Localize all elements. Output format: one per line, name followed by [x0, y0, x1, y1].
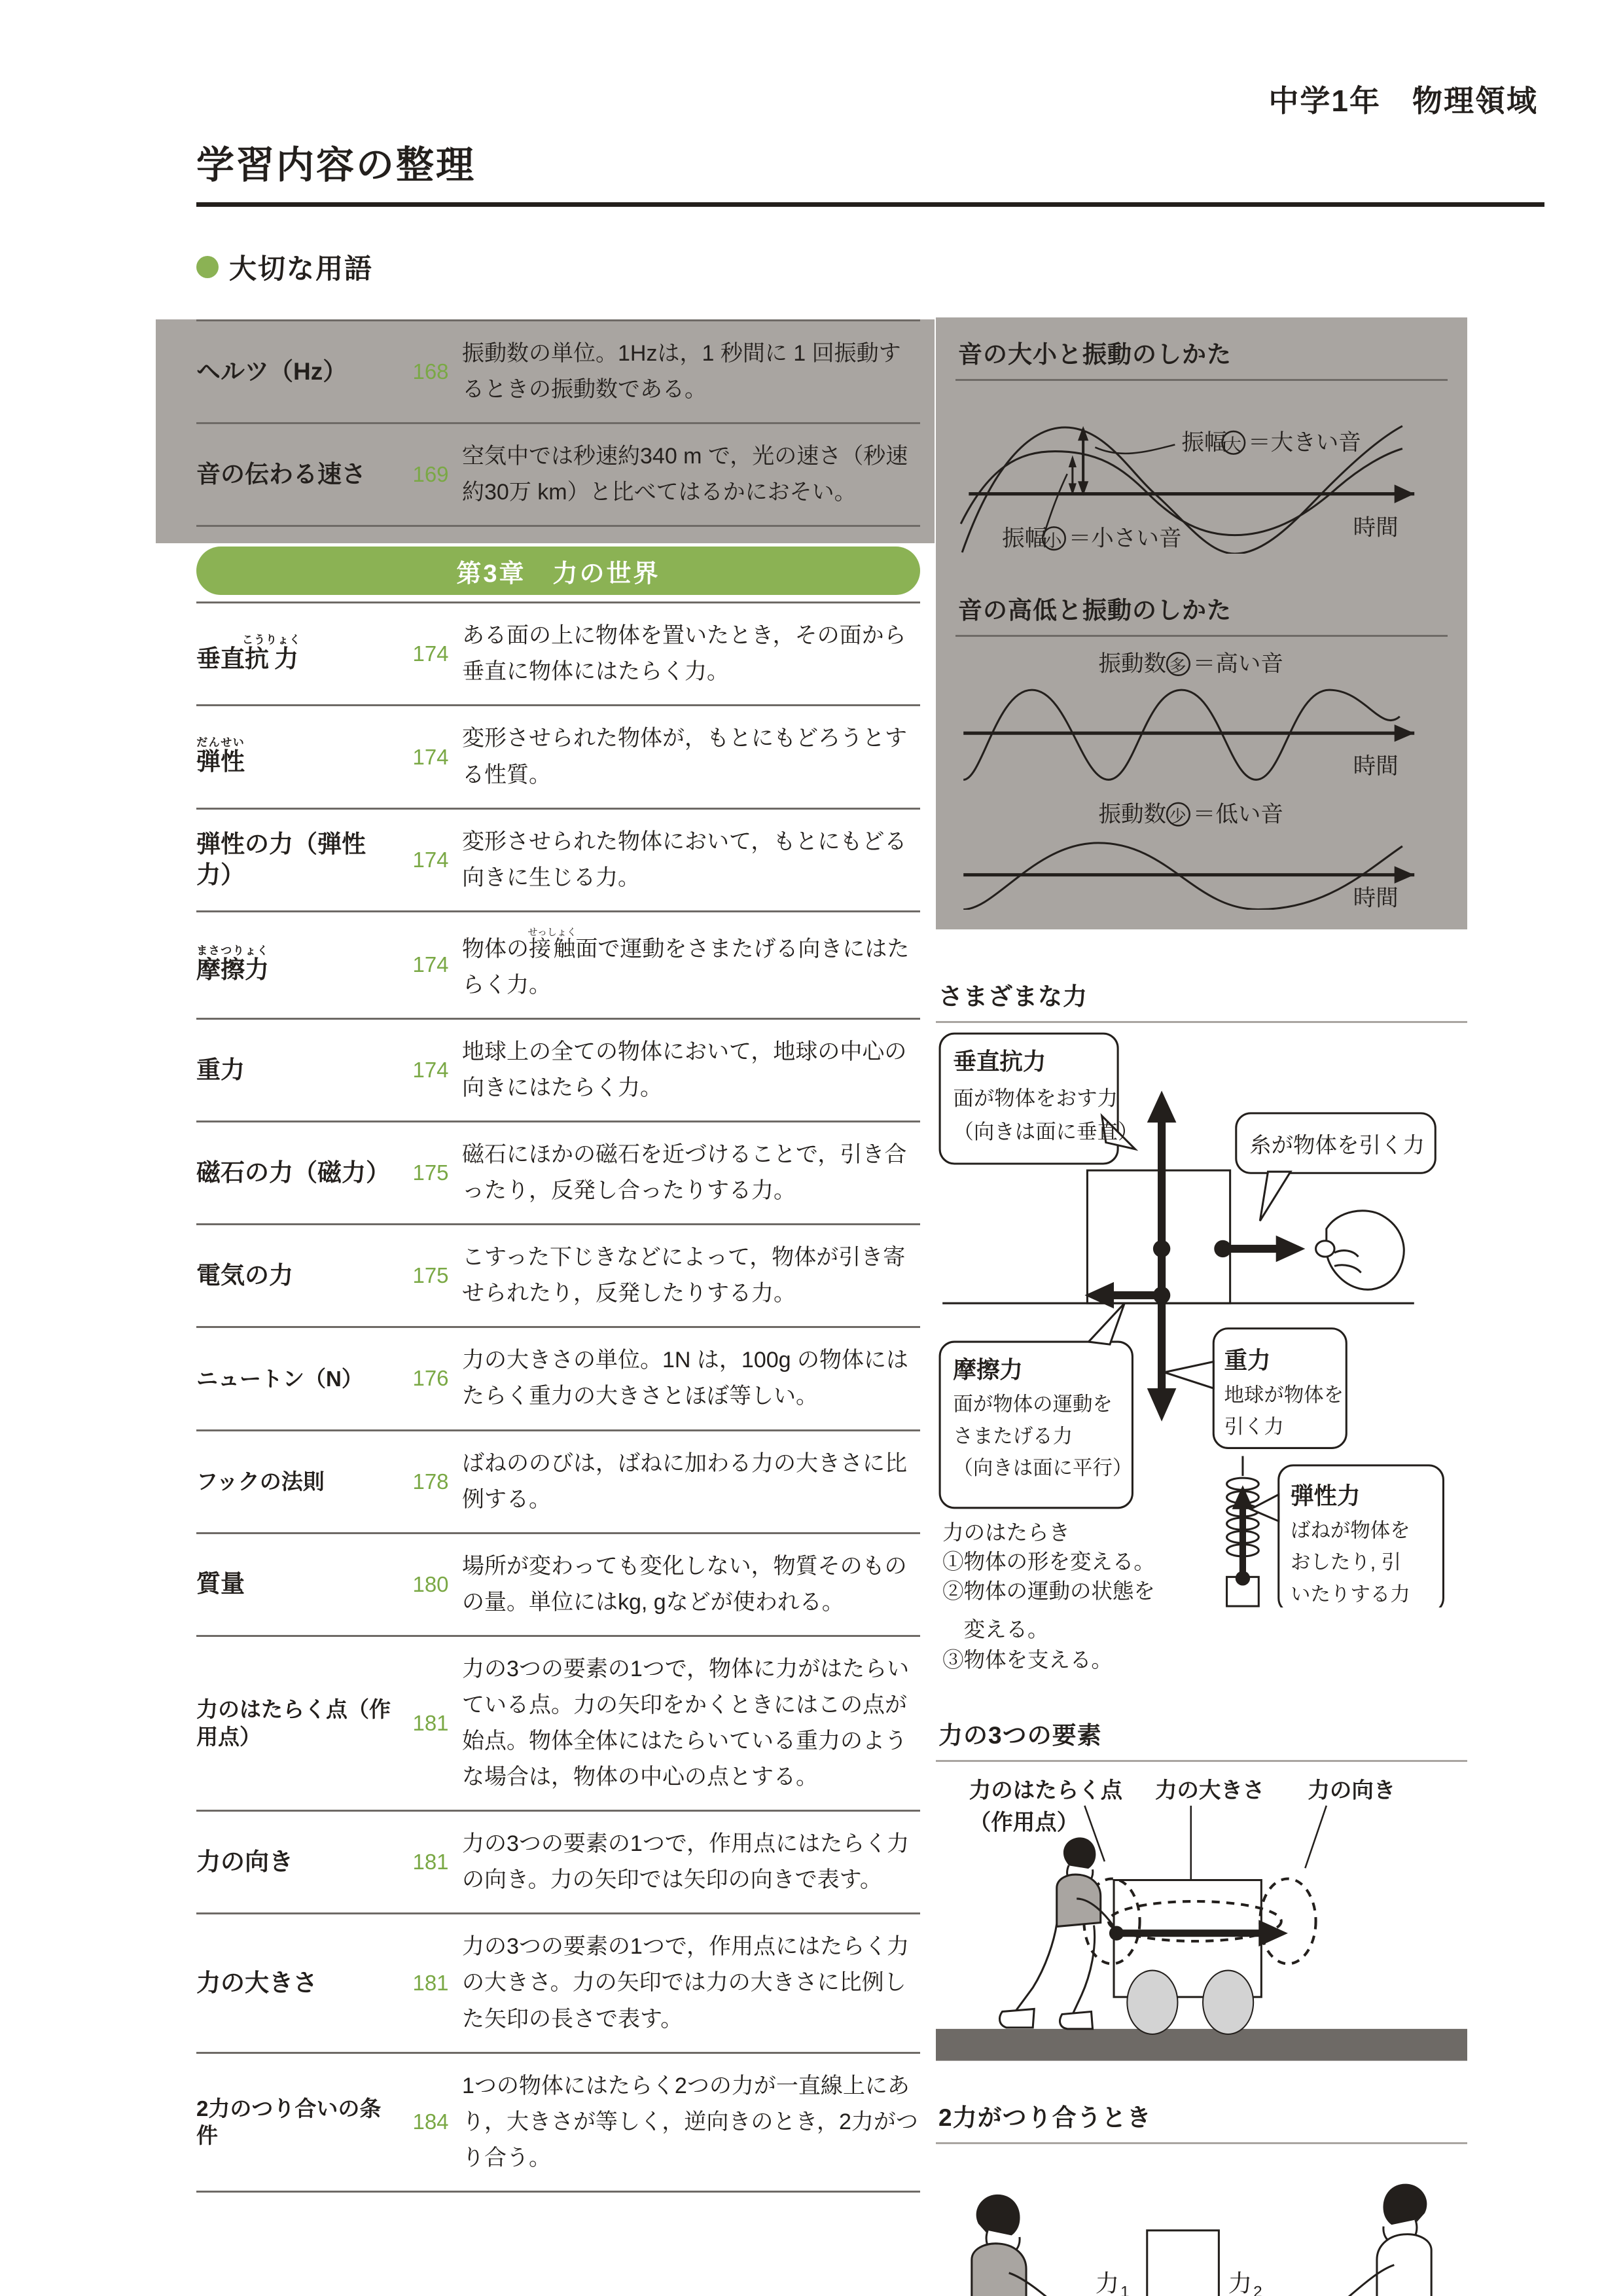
term-description: こすった下じきなどによって，物体が引き寄せられたり，反発したりする力。	[462, 1245, 906, 1306]
term-name: 重力	[196, 1056, 245, 1083]
panel-sound-pitch	[955, 590, 1448, 909]
term-description: 地球上の全ての物体において，地球の中心の向きにはたらく力。	[462, 1039, 907, 1101]
term-description: 変形させられた物体において，もとにもどる向きに生じる力。	[462, 829, 907, 890]
svg-text:摩擦力: 摩擦力	[953, 1356, 1023, 1383]
person-pushing-illustration	[1000, 1837, 1117, 2028]
panel-title: 力の3つの要素	[938, 1722, 1102, 1749]
chapter-banner: 第3章 力の世界	[196, 547, 920, 595]
term-name: 弾性の力（弾性力）	[196, 831, 366, 888]
cart-wheel	[1127, 1971, 1177, 2034]
term-page-number: 178	[412, 1469, 449, 1494]
table-row	[196, 1121, 920, 1223]
term-name: 電気の力	[196, 1262, 293, 1289]
balanced-forces-svg	[936, 2151, 1467, 2296]
table-row	[196, 1635, 920, 1810]
term-name	[196, 944, 399, 986]
section-heading	[196, 247, 373, 287]
callout-friction	[940, 1303, 1132, 1508]
svg-text:2: 2	[1253, 2282, 1262, 2296]
svg-text:＝低い音: ＝低い音	[1192, 802, 1283, 827]
three-elements-figure	[936, 1768, 1467, 2061]
term-page-number: 174	[412, 952, 449, 977]
svg-text:糸が物体を引く力: 糸が物体を引く力	[1249, 1133, 1425, 1158]
label-low-pitch: 振動数	[1098, 802, 1167, 827]
table-row	[196, 601, 920, 704]
label-large-amplitude: 振幅	[1181, 430, 1227, 456]
panel-gap	[955, 554, 1448, 590]
term-page-number: 180	[412, 1571, 449, 1596]
spring-illustration	[1227, 1456, 1259, 1605]
table-row	[196, 1223, 920, 1326]
cart-wheel	[1203, 1971, 1253, 2034]
term-name: フックの法則	[196, 1469, 325, 1494]
panel-divider	[955, 635, 1448, 637]
panel-divider	[955, 379, 1448, 381]
panel-divider	[936, 2142, 1467, 2144]
term-name: 力の向き	[196, 1848, 293, 1875]
svg-text:＝高い音: ＝高い音	[1192, 651, 1283, 677]
hand-illustration	[1316, 1210, 1404, 1289]
svg-text:＝大きい音: ＝大きい音	[1248, 430, 1361, 456]
label-force-1: 力	[1095, 2269, 1120, 2296]
various-forces-svg	[936, 1030, 1467, 1607]
panel-sound-volume	[955, 334, 1448, 554]
svg-text:（向きは面に平行）: （向きは面に平行）	[953, 1456, 1133, 1479]
desc-ruby: 接触せっしょく	[527, 926, 577, 961]
label-high-pitch: 振動数	[1098, 651, 1167, 677]
panel-balanced-forces	[936, 2098, 1467, 2296]
term-description: 力の大きさの単位。1N は，100g の物体にはたらく重力の大きさとほぼ等しい。	[462, 1348, 908, 1409]
table-row	[196, 808, 920, 910]
svg-text:おしたり, 引: おしたり, 引	[1291, 1551, 1402, 1573]
term-description: 磁石にほかの磁石を近づけることで，引き合ったり，反発し合ったりする力。	[462, 1142, 907, 1204]
svg-text:①物体の形を変える。: ①物体の形を変える。	[942, 1549, 1155, 1573]
term-name-ruby: 弾性だんせい	[196, 736, 245, 776]
term-name: ヘルツ（Hz）	[196, 357, 348, 385]
term-description: 力の3つの要素の1つで，作用点にはたらく力の向き。力の矢印では矢印の向きで表す。	[462, 1831, 910, 1893]
force-effects-tail	[936, 1613, 1467, 1679]
svg-text:面が物体をおす力: 面が物体をおす力	[953, 1086, 1118, 1110]
svg-text:力のはたらき: 力のはたらき	[942, 1520, 1070, 1545]
label-small-amplitude: 振幅	[1002, 526, 1048, 551]
panel-title: 2力がつり合うとき	[938, 2104, 1152, 2131]
panel-divider	[936, 1760, 1467, 1762]
center-block	[1147, 2230, 1219, 2296]
svg-text:②物体の運動の状態を: ②物体の運動の状態を	[942, 1579, 1155, 1603]
term-name-ruby: 摩擦力まさつりょく	[196, 944, 269, 984]
callout-title: 垂直抗力	[953, 1048, 1046, 1075]
panel-title: 音の高低と振動のしかた	[958, 597, 1232, 624]
section-heading-label: 大切な用語	[229, 253, 374, 284]
various-forces-figure	[936, 1030, 1467, 1607]
terms-column	[156, 319, 935, 2193]
sound-panels-grey-block	[936, 317, 1467, 929]
svg-text:多: 多	[1169, 656, 1186, 676]
panel-divider	[936, 1021, 1467, 1023]
term-page-number: 184	[412, 2109, 449, 2134]
svg-text:引く力: 引く力	[1224, 1415, 1284, 1438]
table-row	[196, 1912, 920, 2051]
axis-label-time-high: 時間	[1353, 754, 1399, 780]
time-axis-arrow-icon	[1395, 866, 1414, 883]
svg-text:地球が物体を: 地球が物体を	[1224, 1383, 1344, 1406]
table-row	[196, 319, 920, 422]
svg-text:（向きは面に垂直）: （向きは面に垂直）	[953, 1119, 1139, 1143]
sound-volume-svg	[955, 387, 1448, 554]
term-name: 磁石の力（磁力）	[196, 1158, 390, 1186]
term-description: ある面の上に物体を置いたとき，その面から垂直に物体にはたらく力。	[462, 623, 906, 685]
term-description: 場所が変わっても変化しない，物質そのものの量。単位にはkg, gなどが使われる。	[462, 1553, 907, 1615]
figures-column	[936, 317, 1467, 2296]
table-row	[196, 1810, 920, 1912]
callout-elastic	[1251, 1465, 1443, 1607]
svg-text:さまたげる力: さまたげる力	[953, 1424, 1073, 1447]
label-force-2: 力	[1228, 2269, 1253, 2296]
svg-text:＝小さい音: ＝小さい音	[1068, 526, 1182, 551]
term-name-base: 垂直	[196, 645, 245, 673]
term-name	[196, 634, 399, 675]
term-page-number: 174	[412, 641, 449, 666]
sound-pitch-figure	[955, 643, 1448, 909]
svg-text:面が物体の運動を: 面が物体の運動を	[953, 1393, 1113, 1416]
svg-text:変える。: 変える。	[942, 1617, 1049, 1641]
svg-text:いたりする力: いたりする力	[1291, 1583, 1410, 1605]
table-row	[196, 1429, 920, 1532]
block-gap	[936, 2061, 1467, 2098]
balanced-forces-figure	[936, 2151, 1467, 2296]
panel-title: 音の大小と振動のしかた	[958, 341, 1232, 368]
term-page-number: 174	[412, 744, 449, 769]
page-title-block	[196, 134, 1544, 207]
term-description: 空気中では秒速約340 m で，光の速さ（秒速約30万 km）と比べてはるかにおそい。	[462, 444, 908, 505]
person-left-illustration	[970, 2195, 1077, 2296]
bullet-dot-icon	[196, 256, 219, 278]
svg-text:小: 小	[1044, 530, 1062, 550]
term-description: 力の3つの要素の1つで，物体に力がはたらいている点。力の矢印をかくときにはこの点が始点。物体全体にはたらいている重力のような場合は，物体の中心の点とする。	[462, 1656, 910, 1790]
three-elements-svg	[936, 1768, 1467, 2061]
callout-string-force	[1236, 1113, 1435, 1220]
block-gap	[936, 929, 1467, 977]
term-page-number: 174	[412, 847, 449, 872]
term-name: 2力のつり合いの条件	[196, 2096, 382, 2148]
callout-gravity	[1164, 1328, 1346, 1448]
table-row	[196, 910, 920, 1018]
callout-normal-force	[940, 1033, 1138, 1164]
term-page-number: 168	[412, 359, 449, 384]
term-page-number: 169	[412, 462, 449, 487]
block-gap	[936, 1679, 1467, 1715]
term-description: 1つの物体にはたらく2つの力が一直線上にあり，大きさが等しく，逆向きのとき，2力がつり合う。	[462, 2073, 918, 2170]
term-description: 振動数の単位。1Hzは，1 秒間に 1 回振動するときの振動数である。	[462, 341, 901, 403]
term-page-number: 181	[412, 1850, 449, 1874]
term-description: ばねののびは，ばねに加わる力の大きさに比例する。	[462, 1450, 907, 1512]
term-page-number: 181	[412, 1711, 449, 1736]
table-row	[196, 2052, 920, 2193]
time-axis-arrow-icon	[1395, 484, 1414, 503]
label-action-point: 力のはたらく点	[969, 1778, 1123, 1803]
person-right-illustration	[1327, 2183, 1432, 2296]
table-row	[196, 422, 920, 527]
header-subject: 中学1年 物理領域	[1268, 84, 1538, 118]
term-page-number: 176	[412, 1366, 449, 1391]
axis-label-time: 時間	[1353, 515, 1399, 541]
svg-text:弾性力: 弾性力	[1291, 1482, 1361, 1509]
axis-label-time-low: 時間	[1353, 886, 1399, 910]
term-name	[196, 736, 399, 778]
svg-text:重力: 重力	[1224, 1347, 1271, 1374]
panel-various-forces	[936, 977, 1467, 1679]
sound-volume-figure	[955, 387, 1448, 554]
panel-three-elements	[936, 1715, 1467, 2061]
title-underline	[196, 202, 1544, 207]
force-effects-list	[942, 1520, 1155, 1602]
term-page-number: 175	[412, 1160, 449, 1185]
term-name: 力の大きさ	[196, 1969, 317, 1996]
term-description: 物体の接触せっしょく面で運動をさまたげる向きにはたらく力。	[462, 926, 910, 997]
svg-text:③物体を支える。: ③物体を支える。	[942, 1647, 1113, 1672]
label-direction: 力の向き	[1308, 1778, 1396, 1803]
time-axis-arrow-icon	[1395, 725, 1414, 742]
panel-title: さまざまな力	[938, 982, 1088, 1010]
term-name: 質量	[196, 1570, 245, 1598]
svg-text:少: 少	[1169, 806, 1186, 827]
ground-strip	[936, 2029, 1467, 2061]
term-name-ruby: 抗力こうりょく	[242, 634, 301, 673]
svg-text:（作用点）: （作用点）	[969, 1810, 1079, 1835]
svg-text:1: 1	[1120, 2282, 1130, 2296]
table-row	[196, 704, 920, 807]
term-name: 音の伝わる速さ	[196, 460, 366, 488]
sound-pitch-svg	[955, 643, 1448, 909]
term-page-number: 181	[412, 1970, 449, 1995]
svg-text:大: 大	[1224, 435, 1241, 455]
term-description: 力の3つの要素の1つで，作用点にはたらく力の大きさ。力の矢印では力の大きさに比例した矢印の長さで表す。	[462, 1934, 910, 2032]
svg-text:ばねが物体を: ばねが物体を	[1291, 1518, 1410, 1541]
term-page-number: 175	[412, 1263, 449, 1288]
table-row	[196, 1326, 920, 1429]
term-page-number: 174	[412, 1058, 449, 1083]
table-row	[196, 1018, 920, 1121]
terms-table	[156, 319, 935, 2193]
term-description: 変形させられた物体が，もとにもどろうとする性質。	[462, 726, 907, 787]
term-name: 力のはたらく点（作用点）	[196, 1697, 391, 1749]
table-row	[196, 1532, 920, 1635]
label-magnitude: 力の大きさ	[1154, 1778, 1265, 1803]
page-title: 学習内容の整理	[196, 144, 476, 187]
term-name: ニュートン（N）	[196, 1366, 363, 1391]
